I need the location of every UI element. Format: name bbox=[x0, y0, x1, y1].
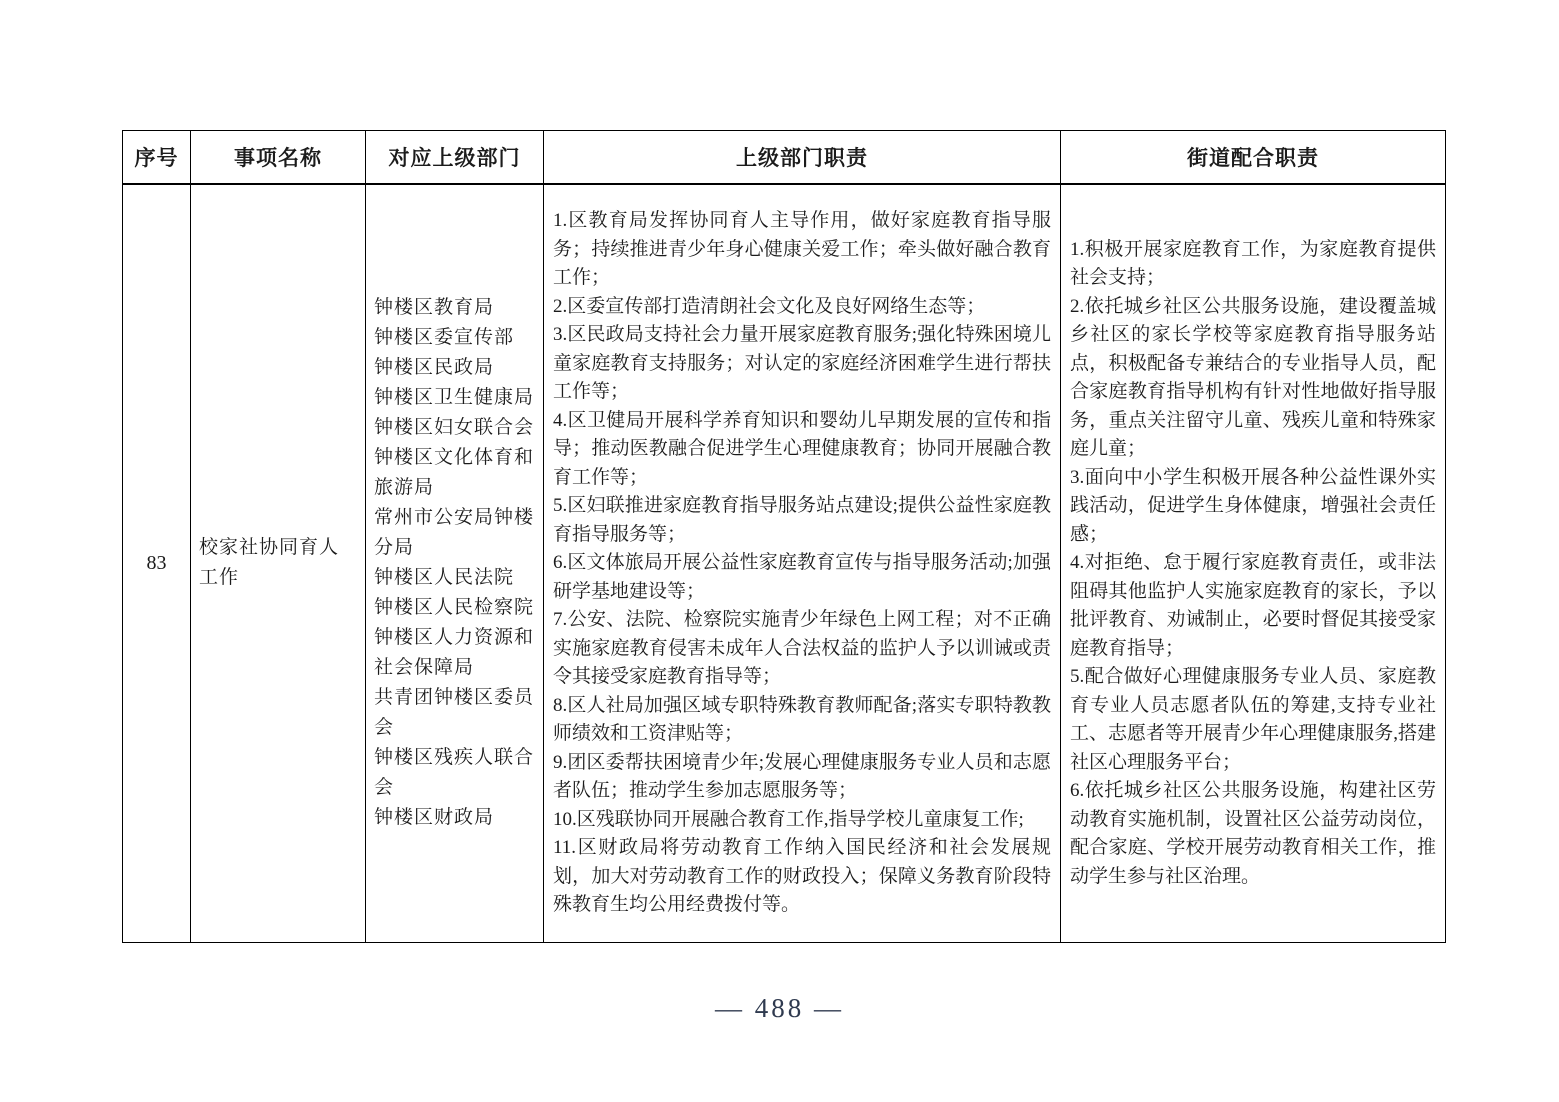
row-superior-departments bbox=[366, 184, 544, 943]
street-duty-item: 4.对拒绝、怠于履行家庭教育责任，或非法阻碍其他监护人实施家庭教育的家长，予以批评教育、劝诫制止，必要时督促其接受家庭教育指导； bbox=[1070, 552, 1436, 659]
department-name: 钟楼区人民法院 bbox=[374, 567, 515, 589]
department-name: 常州市公安局钟楼分局 bbox=[374, 507, 535, 559]
superior-duty-item: 9.团区委帮扶困境青少年;发展心理健康服务专业人员和志愿者队伍；推动学生参加志愿服务等； bbox=[553, 751, 1051, 801]
department-name: 钟楼区财政局 bbox=[374, 807, 495, 829]
department-name: 钟楼区人民检察院 bbox=[374, 597, 535, 619]
page-number: — 488 — bbox=[715, 993, 844, 1023]
superior-duty-item: 4.区卫健局开展科学养育知识和婴幼儿早期发展的宣传和指导；推动医教融合促进学生心理健康教育；协同开展融合教育工作等； bbox=[553, 409, 1051, 488]
department-name: 钟楼区文化体育和旅游局 bbox=[374, 447, 535, 499]
superior-duty-item: 6.区文体旅局开展公益性家庭教育宣传与指导服务活动;加强研学基地建设等； bbox=[553, 552, 1051, 602]
superior-duty-item: 1.区教育局发挥协同育人主导作用，做好家庭教育指导服务；持续推进青少年身心健康关爱工作；牵头做好融合教育工作； bbox=[553, 210, 1051, 288]
column-header-seq: 序号 bbox=[123, 131, 191, 184]
superior-duty-item: 5.区妇联推进家庭教育指导服务站点建设;提供公益性家庭教育指导服务等； bbox=[553, 495, 1051, 545]
department-name: 钟楼区民政局 bbox=[374, 357, 495, 379]
superior-duty-item: 8.区人社局加强区域专职特殊教育教师配备;落实专职特教教师绩效和工资津贴等； bbox=[553, 694, 1051, 744]
header-row bbox=[123, 131, 1446, 184]
table-row bbox=[123, 184, 1446, 943]
street-duty-item: 3.面向中小学生积极开展各种公益性课外实践活动，促进学生身体健康，增强社会责任感； bbox=[1070, 466, 1436, 545]
row-item-name: 校家社协同育人工作 bbox=[191, 184, 366, 943]
duty-matrix-table bbox=[122, 130, 1446, 943]
superior-duty-item: 7.公安、法院、检察院实施青少年绿色上网工程；对不正确实施家庭教育侵害未成年人合法权益的监护人予以训诫或责令其接受家庭教育指导等； bbox=[553, 609, 1051, 687]
department-name: 共青团钟楼区委员会 bbox=[374, 687, 535, 739]
department-name: 钟楼区卫生健康局 bbox=[374, 387, 535, 409]
street-duty-item: 1.积极开展家庭教育工作，为家庭教育提供社会支持； bbox=[1070, 238, 1436, 288]
department-name: 钟楼区教育局 bbox=[374, 297, 495, 319]
department-name: 钟楼区委宣传部 bbox=[374, 327, 515, 349]
row-sequence-number: 83 bbox=[123, 184, 191, 943]
column-header-superior-departments: 对应上级部门 bbox=[366, 131, 544, 184]
column-header-superior-duties: 上级部门职责 bbox=[544, 131, 1061, 184]
row-superior-duties bbox=[544, 184, 1061, 943]
superior-duty-item: 11.区财政局将劳动教育工作纳入国民经济和社会发展规划，加大对劳动教育工作的财政投入；保障义务教育阶段特殊教育生均公用经费拨付等。 bbox=[553, 837, 1051, 915]
street-duty-item: 5.配合做好心理健康服务专业人员、家庭教育专业人员志愿者队伍的筹建,支持专业社工、志愿者等开展青少年心理健康服务,搭建社区心理服务平台； bbox=[1070, 666, 1436, 773]
street-duty-item: 6.依托城乡社区公共服务设施，构建社区劳动教育实施机制，设置社区公益劳动岗位，配合家庭、学校开展劳动教育相关工作，推动学生参与社区治理。 bbox=[1070, 780, 1436, 887]
column-header-street-duties: 街道配合职责 bbox=[1061, 131, 1446, 184]
department-name: 钟楼区妇女联合会 bbox=[374, 417, 535, 439]
department-name: 钟楼区残疾人联合会 bbox=[374, 747, 535, 799]
superior-duty-item: 3.区民政局支持社会力量开展家庭教育服务;强化特殊困境儿童家庭教育支持服务；对认定的家庭经济困难学生进行帮扶工作等； bbox=[553, 324, 1051, 402]
row-street-duties bbox=[1061, 184, 1446, 943]
department-name: 钟楼区人力资源和社会保障局 bbox=[374, 627, 535, 679]
superior-duty-item: 2.区委宣传部打造清朗社会文化及良好网络生态等； bbox=[553, 295, 986, 317]
street-duty-item: 2.依托城乡社区公共服务设施，建设覆盖城乡社区的家长学校等家庭教育指导服务站点，积极配备专兼结合的专业指导人员，配合家庭教育指导机构有针对性地做好指导服务，重点关注留守儿童、残疾儿童和特殊家庭儿童； bbox=[1070, 295, 1436, 459]
column-header-item-name: 事项名称 bbox=[191, 131, 366, 184]
superior-duty-item: 10.区残联协同开展融合教育工作,指导学校儿童康复工作; bbox=[553, 808, 1024, 830]
